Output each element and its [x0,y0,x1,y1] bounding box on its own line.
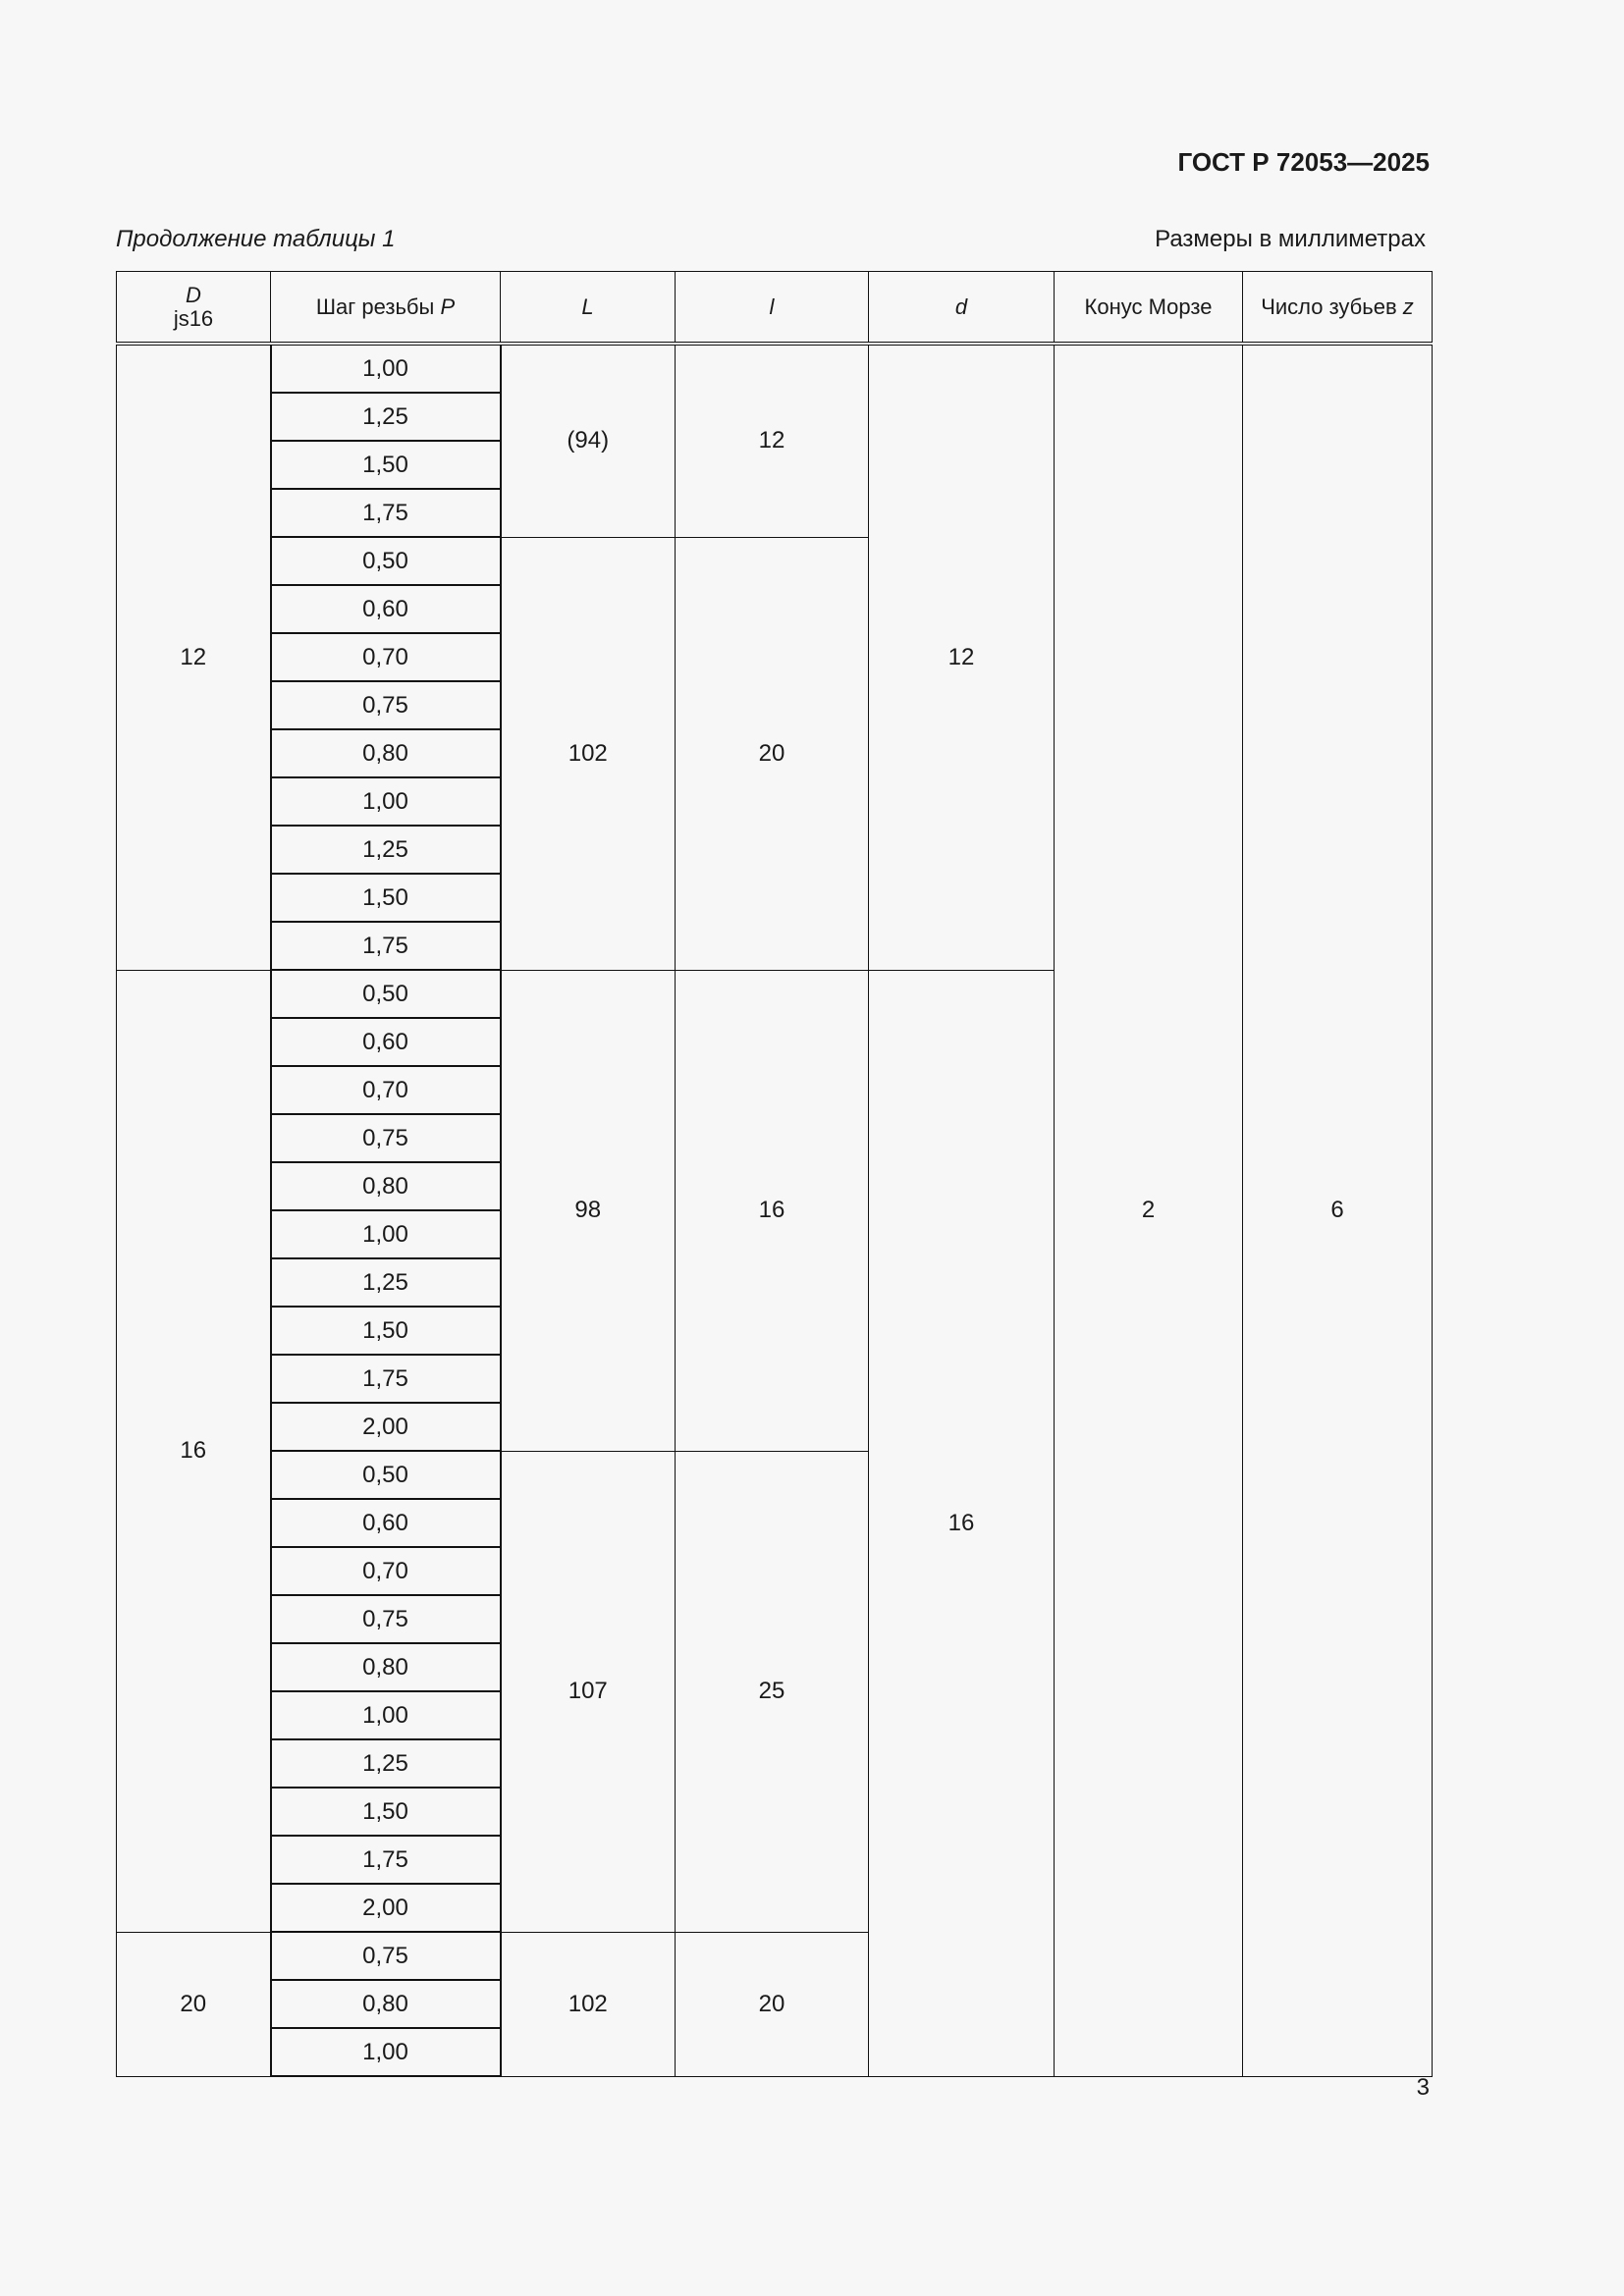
cell-l: 16 [676,970,869,1451]
header-l: l [676,272,869,345]
cell-D: 12 [117,344,271,970]
header-d: d [869,272,1055,345]
cell-d: 16 [869,970,1055,2076]
cell-L: (94) [501,344,676,537]
cell-pitch: 1,50 [271,874,501,922]
cell-pitch: 1,75 [271,1355,501,1403]
cell-pitch: 0,70 [271,633,501,681]
cell-pitch: 0,60 [271,1018,501,1066]
cell-pitch: 2,00 [271,1403,501,1451]
cell-pitch: 0,80 [271,1162,501,1210]
cell-L: 98 [501,970,676,1451]
cell-pitch: 0,75 [271,681,501,729]
cell-pitch: 1,25 [271,393,501,441]
units-caption: Размеры в миллиметрах [1155,226,1426,252]
cell-pitch: 0,80 [271,1980,501,2028]
cell-pitch: 1,00 [271,344,501,393]
cell-pitch: 1,00 [271,2028,501,2076]
header-teeth: Число зубьев z [1243,272,1433,345]
cell-pitch: 1,75 [271,1836,501,1884]
cell-pitch: 0,50 [271,1451,501,1499]
cell-teeth: 6 [1243,344,1433,2076]
page-number: 3 [1416,2074,1430,2101]
cell-pitch: 1,00 [271,777,501,826]
table-row [117,344,1433,393]
cell-pitch: 1,25 [271,1258,501,1307]
cell-pitch: 1,00 [271,1691,501,1739]
table-continuation-caption: Продолжение таблицы 1 [116,226,396,252]
cell-L: 102 [501,1932,676,2076]
table-body [117,344,1433,2076]
cell-D: 20 [117,1932,271,2076]
header-pitch: Шаг резьбы P [271,272,501,345]
cell-pitch: 0,50 [271,970,501,1018]
cell-l: 12 [676,344,869,537]
header-morse-taper: Конус Морзе [1055,272,1243,345]
cell-pitch: 0,50 [271,537,501,585]
cell-l: 20 [676,1932,869,2076]
cell-pitch: 0,80 [271,1643,501,1691]
cell-d: 12 [869,344,1055,970]
document-code: ГОСТ Р 72053—2025 [1177,147,1430,177]
cell-pitch: 0,60 [271,585,501,633]
cell-pitch: 1,25 [271,1739,501,1788]
cell-pitch: 1,25 [271,826,501,874]
dimensions-table [116,271,1433,2077]
table-header-row [117,272,1433,345]
cell-pitch: 0,75 [271,1595,501,1643]
cell-pitch: 1,50 [271,1788,501,1836]
cell-pitch: 0,80 [271,729,501,777]
cell-pitch: 0,60 [271,1499,501,1547]
cell-pitch: 1,00 [271,1210,501,1258]
cell-pitch: 0,75 [271,1932,501,1980]
cell-pitch: 1,75 [271,489,501,537]
cell-D: 16 [117,970,271,1932]
cell-l: 20 [676,537,869,970]
cell-L: 102 [501,537,676,970]
cell-morse-taper: 2 [1055,344,1243,2076]
cell-pitch: 2,00 [271,1884,501,1932]
cell-pitch: 1,75 [271,922,501,970]
cell-pitch: 0,75 [271,1114,501,1162]
cell-pitch: 0,70 [271,1547,501,1595]
header-D: D js16 [117,272,271,345]
header-L: L [501,272,676,345]
cell-pitch: 0,70 [271,1066,501,1114]
cell-l: 25 [676,1451,869,1932]
cell-pitch: 1,50 [271,441,501,489]
cell-L: 107 [501,1451,676,1932]
cell-pitch: 1,50 [271,1307,501,1355]
